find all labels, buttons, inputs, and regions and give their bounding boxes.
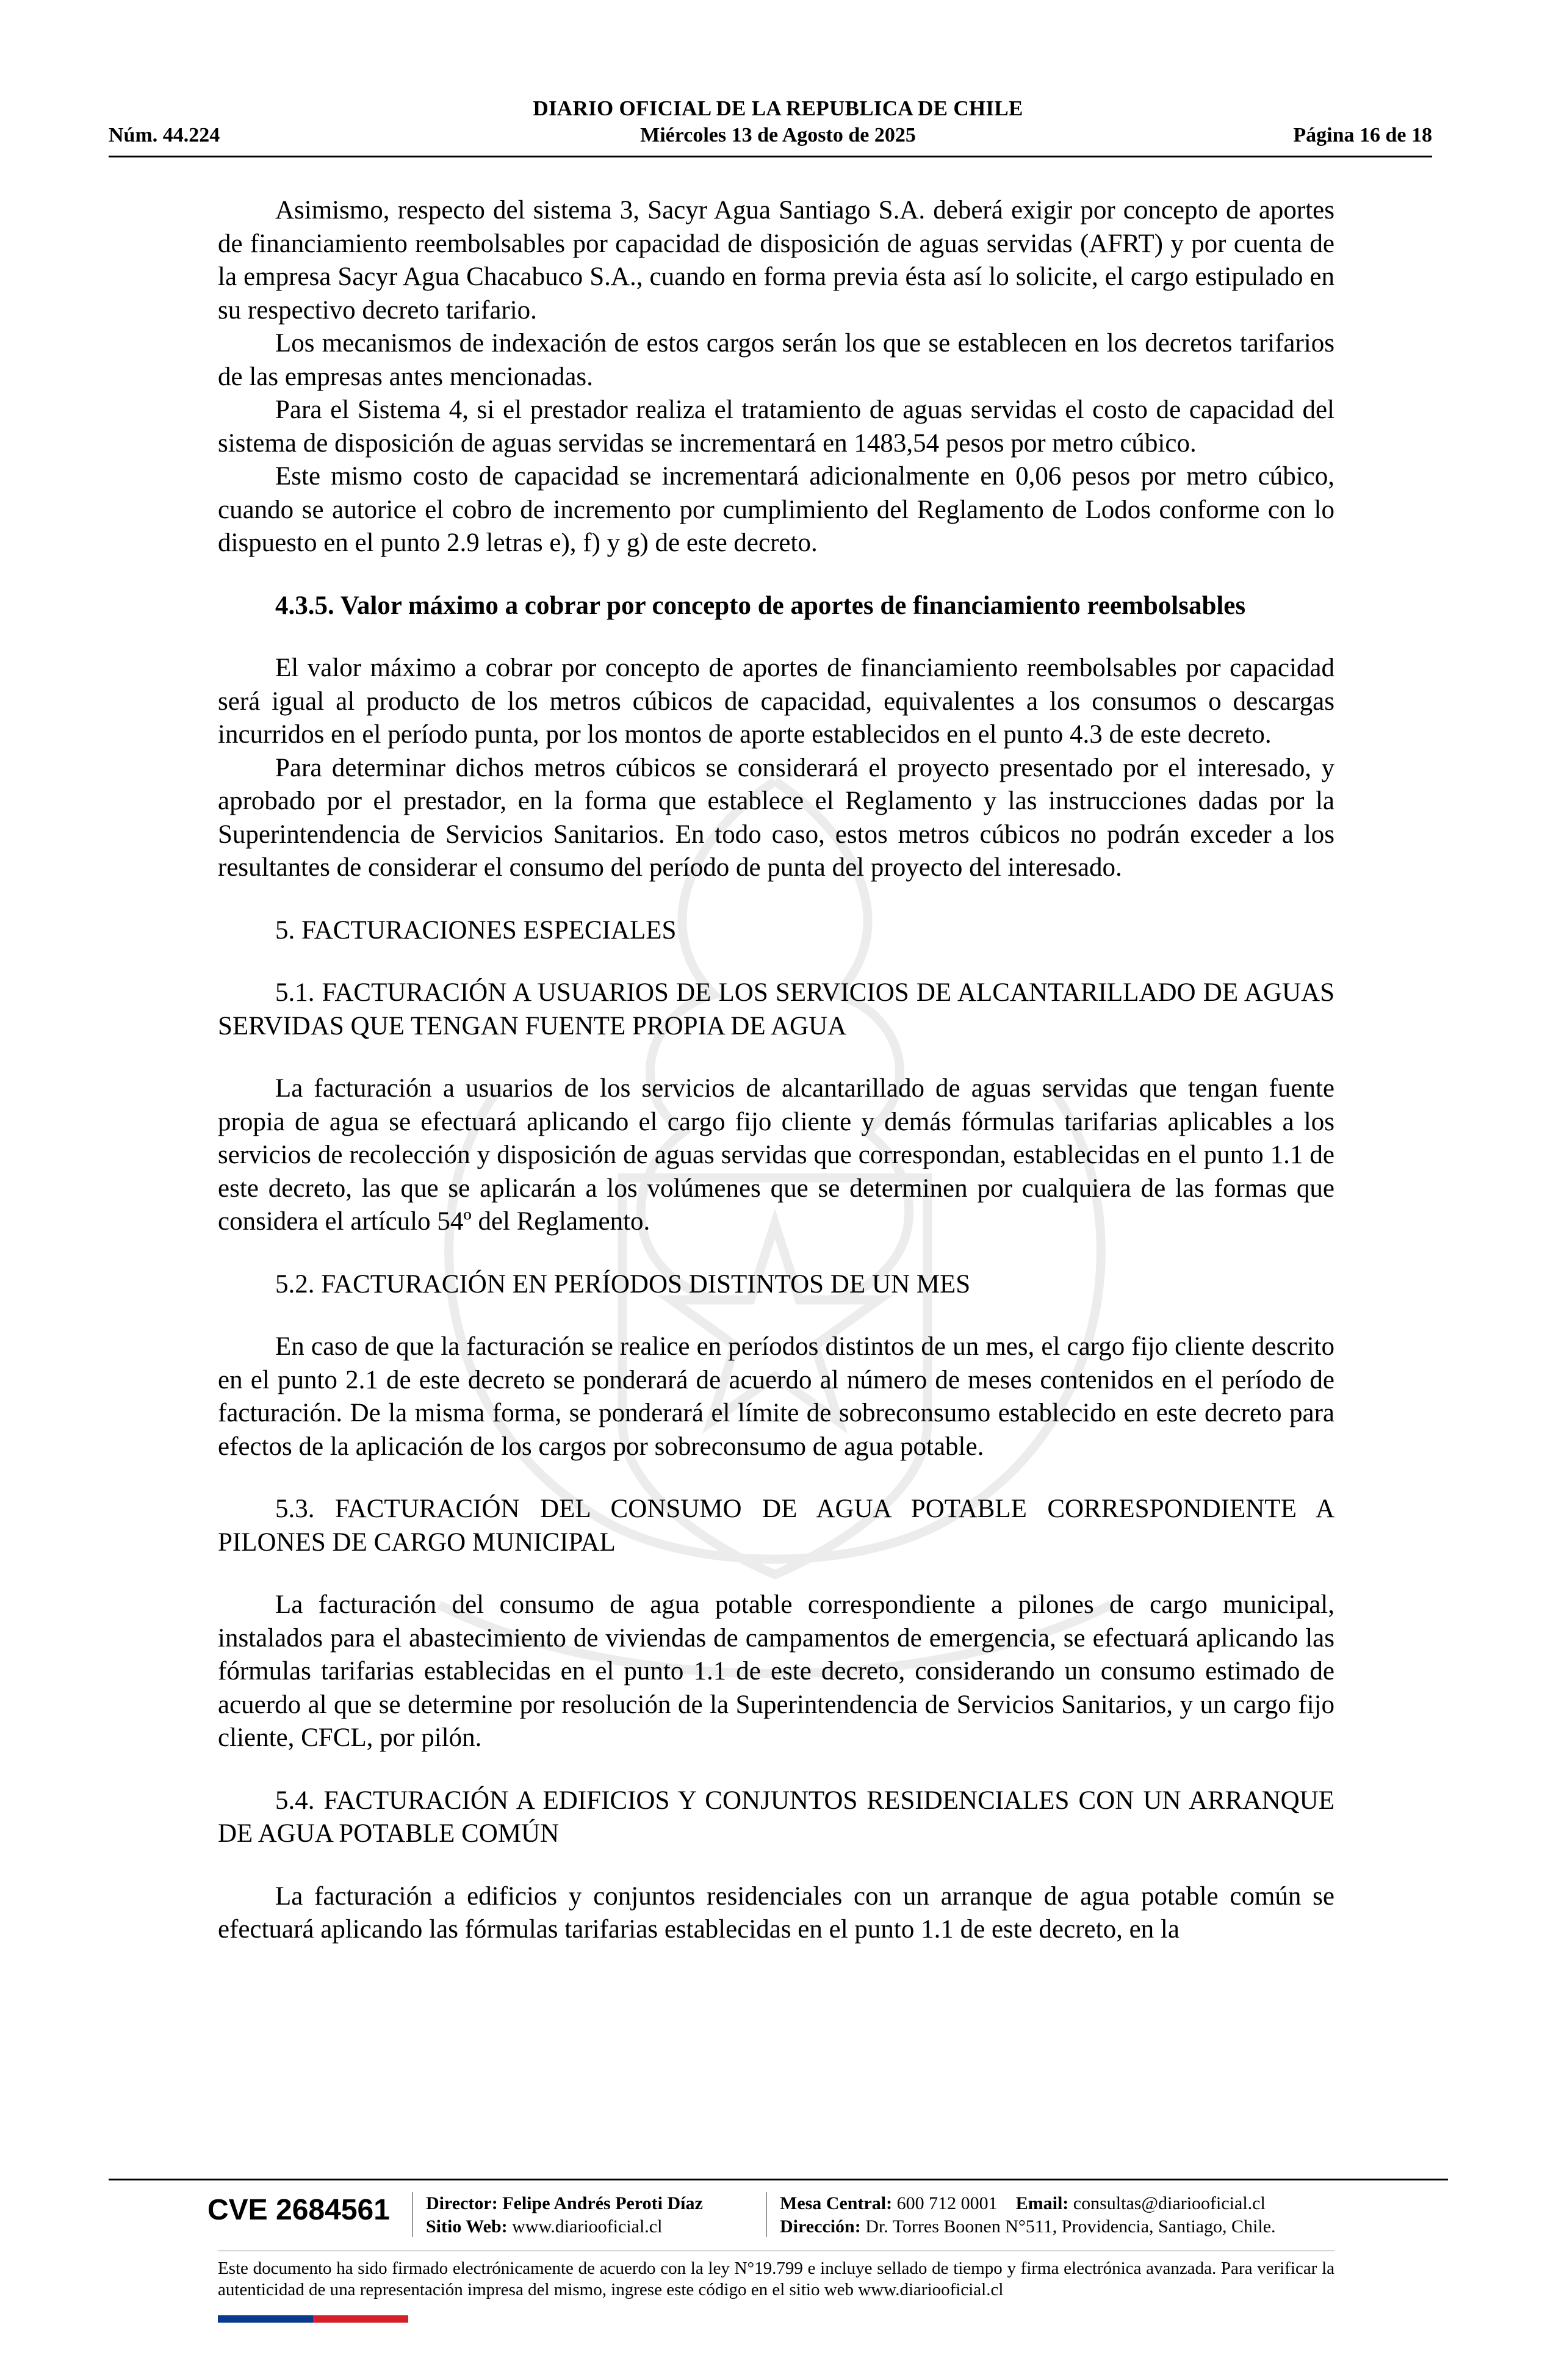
footer-rule (109, 2179, 1448, 2180)
footer-contact-block (780, 2192, 1276, 2238)
website-label: Sitio Web: (426, 2216, 508, 2237)
paragraph: El valor máximo a cobrar por concepto de aportes de financiamiento reembolsables por capacidad será igual al producto de los metros cúbicos de capacidad, equivalentes a los consumos o descargas incurridos en el período punta, por los montos de aporte establecidos en el punto 4.3 de este decreto. (218, 654, 1334, 749)
paragraph: Asimismo, respecto del sistema 3, Sacyr Agua Santiago S.A. deberá exigir por concepto de aportes de financiamiento reembolsables por capacidad de disposición de aguas servidas (AFRT) y por cuenta de la empresa Sacyr Agua Chacabuco S.A., cuando en forma previa ésta así lo solicite, el cargo estipulado en su respectivo decreto tarifario. (218, 196, 1334, 325)
address-text: Dr. Torres Boonen N°511, Providencia, Santiago, Chile. (865, 2216, 1276, 2237)
flag-stripe-blue (218, 2315, 313, 2323)
section-heading-4-3-5: 4.3.5. Valor máximo a cobrar por concepto de aportes de financiamiento reembolsables (275, 591, 1246, 620)
paragraph: La facturación del consumo de agua potable correspondiente a pilones de cargo municipal, instalados para el abastecimiento de viviendas de campamentos de emergencia, se efectuará aplicando las fórmulas tarifarias establecidas en el punto 1.1 de este decreto, considerando un consumo estimado de acuerdo al que se determine por resolución de la Superintendencia de Servicios Sanitarios, y un cargo fijo cliente, CFCL, por pilón. (218, 1590, 1334, 1752)
website-link[interactable]: www.diariooficial.cl (512, 2216, 663, 2237)
header-rule (109, 156, 1432, 157)
paragraph: Para determinar dichos metros cúbicos se considerará el proyecto presentado por el interesado, y aprobado por el prestador, en la forma que establece el Reglamento y las instrucciones dadas por la Superintendencia de Servicios Sanitarios. En todo caso, estos metros cúbicos no podrán exceder a los resultantes de considerar el consumo del período de punta del proyecto del interesado. (218, 753, 1334, 882)
section-heading-5-2: 5.2. FACTURACIÓN EN PERÍODOS DISTINTOS DE UN MES (275, 1269, 971, 1299)
mesa-label: Mesa Central: (780, 2193, 893, 2213)
footer-divider (412, 2192, 413, 2237)
footer-divider (766, 2192, 767, 2237)
email-link[interactable]: consultas@diariooficial.cl (1073, 2193, 1266, 2213)
section-heading-5-1: 5.1. FACTURACIÓN A USUARIOS DE LOS SERVICIOS DE ALCANTARILLADO DE AGUAS SERVIDAS QUE TENGAN FUENTE PROPIA DE AGUA (218, 978, 1334, 1040)
paragraph: Para el Sistema 4, si el prestador realiza el tratamiento de aguas servidas el costo de capacidad del sistema de disposición de aguas servidas se incrementará en 1483,54 pesos por metro cúbico. (218, 395, 1334, 458)
footer-director-block (426, 2192, 703, 2238)
section-heading-5-3: 5.3. FACTURACIÓN DEL CONSUMO DE AGUA POTABLE CORRESPONDIENTE A PILONES DE CARGO MUNICIPAL (218, 1495, 1334, 1557)
email-label: Email: (1015, 2193, 1069, 2213)
paragraph: La facturación a edificios y conjuntos residenciales con un arranque de agua potable común se efectuará aplicando las fórmulas tarifarias establecidas en el punto 1.1 de este decreto, en la (218, 1881, 1334, 1944)
address-label: Dirección: (780, 2216, 861, 2237)
director-label: Director: (426, 2193, 498, 2213)
paragraph: Los mecanismos de indexación de estos cargos serán los que se establecen en los decretos tarifarios de las empresas antes mencionadas. (218, 329, 1334, 391)
publication-title: DIARIO OFICIAL DE LA REPUBLICA DE CHILE (533, 96, 1023, 120)
paragraph: Este mismo costo de capacidad se incrementará adicionalmente en 0,06 pesos por metro cúbico, cuando se autorice el cobro de incremento por cumplimiento del Reglamento de Lodos conforme con lo dispuesto en el punto 2.9 letras e), f) y g) de este decreto. (218, 462, 1334, 557)
issue-date: Miércoles 13 de Agosto de 2025 (640, 124, 916, 146)
signature-note: Este documento ha sido firmado electrónicamente de acuerdo con la ley N°19.799 e incluye sellado de tiempo y firma electrónica avanzada. Para verificar la autenticidad de una representación impresa del mismo, ingrese este código en el sitio web www.diariooficial.cl (218, 2259, 1334, 2299)
section-heading-5: 5. FACTURACIONES ESPECIALES (275, 915, 677, 945)
mesa-phone: 600 712 0001 (896, 2193, 998, 2213)
section-heading-5-4: 5.4. FACTURACIÓN A EDIFICIOS Y CONJUNTOS RESIDENCIALES CON UN ARRANQUE DE AGUA POTABLE COMÚN (218, 1786, 1334, 1848)
paragraph: En caso de que la facturación se realice en períodos distintos de un mes, el cargo fijo cliente descrito en el punto 2.1 de este decreto se ponderará de acuerdo al número de meses contenidos en el período de facturación. De la misma forma, se ponderará el límite de sobreconsumo establecido en este decreto para efectos de la aplicación de los cargos por sobreconsumo de agua potable. (218, 1332, 1334, 1461)
cve-code: CVE 2684561 (207, 2194, 390, 2226)
page-number: Página 16 de 18 (1293, 124, 1432, 146)
paragraph: La facturación a usuarios de los servicios de alcantarillado de aguas servidas que tengan fuente propia de agua se efectuará aplicando el cargo fijo cliente y demás fórmulas tarifarias aplicables a los servicios de recolección y disposición de aguas servidas que correspondan, establecidas en el punto 1.1 de este decreto, las que se aplicarán a los volúmenes que se determinen por cualquiera de las formas que considera el artículo 54º del Reglamento. (218, 1074, 1334, 1236)
issue-number: Núm. 44.224 (109, 124, 220, 146)
director-name: Felipe Andrés Peroti Díaz (502, 2193, 703, 2213)
flag-stripe-red (313, 2315, 408, 2323)
document-body (218, 194, 1334, 1947)
